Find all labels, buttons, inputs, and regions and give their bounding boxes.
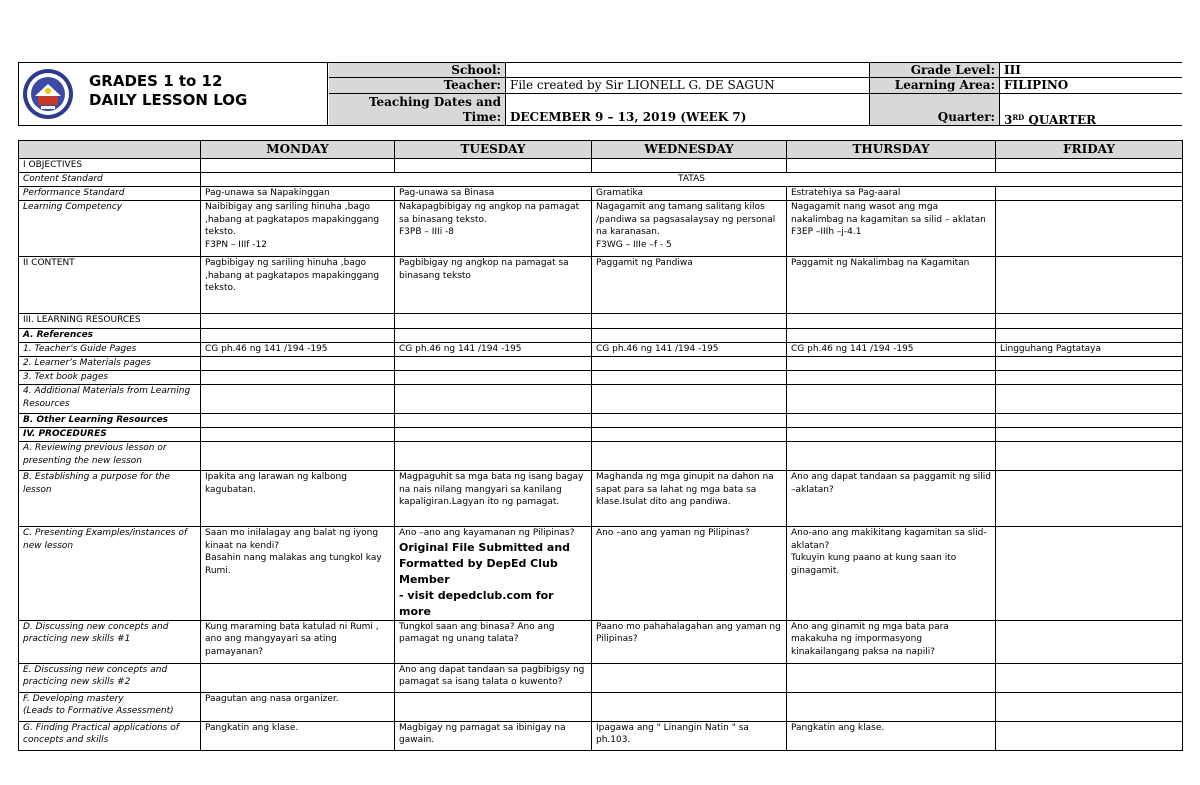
table-cell: [996, 357, 1183, 371]
table-cell: [996, 471, 1183, 527]
references-heading: A. References: [19, 329, 201, 343]
presenting-tuesday-text: Ano –ano ang kayamanan ng Pilipinas?: [399, 528, 575, 538]
table-cell: [395, 428, 592, 442]
grades-title: [89, 72, 247, 110]
table-cell: [996, 663, 1183, 692]
table-cell: Pagbibigay ng angkop na pamagat sa binasang teksto: [395, 257, 592, 314]
table-cell: [592, 385, 787, 414]
logo-area: [19, 63, 328, 125]
table-cell: [592, 414, 787, 428]
table-cell: [787, 692, 996, 721]
table-cell: CG ph.46 ng 141 /194 -195: [787, 343, 996, 357]
table-row: [19, 428, 1183, 442]
table-cell: [201, 663, 395, 692]
table-cell: [996, 414, 1183, 428]
table-row: [19, 187, 1183, 201]
day-header-row: [19, 141, 1183, 159]
table-row: [19, 357, 1183, 371]
table-cell: [201, 428, 395, 442]
school-label: School:: [329, 63, 506, 78]
table-cell: [395, 329, 592, 343]
table-cell: [996, 428, 1183, 442]
table-cell: Pangkatin ang klase.: [201, 721, 395, 750]
table-cell: [592, 159, 787, 173]
table-cell: [996, 442, 1183, 471]
table-cell: Pangkatin ang klase.: [787, 721, 996, 750]
table-cell: Nakapagbibigay ng angkop na pamagat sa binasang teksto. F3PB – IIIi -8: [395, 201, 592, 257]
table-cell: CG ph.46 ng 141 /194 -195: [592, 343, 787, 357]
table-cell: Ipakita ang larawan ng kalbong kagubatan.: [201, 471, 395, 527]
content-standard-label: Content Standard: [19, 173, 201, 187]
table-cell: [201, 314, 395, 329]
content-standard-value: TATAS: [201, 173, 1183, 187]
table-cell: [592, 314, 787, 329]
textbook-pages-label: 3. Text book pages: [19, 371, 201, 385]
table-cell: Tungkol saan ang binasa? Ano ang pamagat ng unang talata?: [395, 620, 592, 663]
table-row: [19, 343, 1183, 357]
discussing-1-label: D. Discussing new concepts and practicing new skills #1: [19, 620, 201, 663]
table-cell: Paggamit ng Pandiwa: [592, 257, 787, 314]
lesson-log-table: [18, 140, 1183, 751]
table-cell: [996, 201, 1183, 257]
day-wednesday: WEDNESDAY: [592, 141, 787, 159]
learning-area-value: FILIPINO: [1000, 78, 1182, 94]
table-cell: [996, 692, 1183, 721]
teaching-dates-label-line2: Time:: [462, 110, 501, 124]
table-cell: Pag-unawa sa Napakinggan: [201, 187, 395, 201]
table-cell: Lingguhang Pagtataya: [996, 343, 1183, 357]
table-cell: Maghanda ng mga ginupit na dahon na sapat para sa lahat ng mga bata sa klase.Isulat dito ang pandiwa.: [592, 471, 787, 527]
header-box: [18, 62, 1182, 126]
table-cell: Gramatika: [592, 187, 787, 201]
objectives-heading: I OBJECTIVES: [19, 159, 201, 173]
quarter-word: QUARTER: [1024, 113, 1097, 125]
discussing-2-label: E. Discussing new concepts and practicing new skills #2: [19, 663, 201, 692]
table-cell: [201, 385, 395, 414]
day-thursday: THURSDAY: [787, 141, 996, 159]
header-grid: [329, 63, 1182, 125]
depedclub-watermark-text: Original File Submitted and Formatted by DepEd Club Member - visit depedclub.com for more: [399, 540, 571, 618]
table-cell: Nagagamit ang tamang salitang kilos /pandiwa sa pagsasalaysay ng personal na karanasan. F3WG – IIIe –f - 5: [592, 201, 787, 257]
procedures-heading: IV. PROCEDURES: [19, 428, 201, 442]
table-row: [19, 663, 1183, 692]
teaching-dates-value: DECEMBER 9 – 13, 2019 (WEEK 7): [506, 94, 870, 125]
table-row: [19, 159, 1183, 173]
table-cell: [395, 692, 592, 721]
table-row: [19, 414, 1183, 428]
table-cell: [996, 371, 1183, 385]
teaching-dates-label: [329, 94, 506, 125]
table-row: [19, 173, 1183, 187]
table-row: [19, 721, 1183, 750]
day-friday: FRIDAY: [996, 141, 1183, 159]
daily-lesson-log-text: DAILY LESSON LOG: [89, 91, 248, 109]
teacher-label: Teacher:: [329, 78, 506, 94]
table-cell: [787, 428, 996, 442]
table-cell: Naibibigay ang sariling hinuha ,bago ,habang at pagkatapos mapakinggang teksto. F3PN – IIIf -12: [201, 201, 395, 257]
additional-materials-label: 4. Additional Materials from Learning Resources: [19, 385, 201, 414]
table-cell: [395, 357, 592, 371]
table-cell: [787, 357, 996, 371]
quarter-value: [1000, 94, 1182, 125]
performance-standard-label: Performance Standard: [19, 187, 201, 201]
table-cell: [996, 385, 1183, 414]
grade-level-label: Grade Level:: [870, 63, 1000, 78]
learning-competency-label: Learning Competency: [19, 201, 201, 257]
table-row: [19, 201, 1183, 257]
learning-resources-heading: III. LEARNING RESOURCES: [19, 314, 201, 329]
table-cell: [996, 721, 1183, 750]
table-cell: [787, 371, 996, 385]
table-row: [19, 385, 1183, 414]
table-cell: [201, 329, 395, 343]
learning-area-label: Learning Area:: [870, 78, 1000, 94]
table-cell: [787, 663, 996, 692]
table-cell: [592, 692, 787, 721]
table-row: [19, 620, 1183, 663]
quarter-suffix: RD: [1012, 113, 1025, 122]
table-cell: [996, 159, 1183, 173]
table-cell: [201, 442, 395, 471]
presenting-examples-label: C. Presenting Examples/instances of new lesson: [19, 527, 201, 621]
table-cell: Paano mo pahahalagahan ang yaman ng Pilipinas?: [592, 620, 787, 663]
teacher-value: File created by Sir LIONELL G. DE SAGUN: [506, 78, 870, 94]
table-cell: [395, 527, 592, 621]
table-cell: [592, 329, 787, 343]
table-row: [19, 442, 1183, 471]
table-row: [19, 527, 1183, 621]
table-row: [19, 471, 1183, 527]
table-cell: Kung maraming bata katulad ni Rumi , ano ang mangyayari sa ating pamayanan?: [201, 620, 395, 663]
content-label: II CONTENT: [19, 257, 201, 314]
grades-text: GRADES 1 to 12: [89, 72, 223, 90]
table-cell: [996, 620, 1183, 663]
table-cell: Pagbibigay ng sariling hinuha ,bago ,habang at pagkatapos mapakinggang teksto.: [201, 257, 395, 314]
table-cell: [201, 159, 395, 173]
table-cell: [201, 357, 395, 371]
table-cell: [201, 414, 395, 428]
table-cell: [996, 257, 1183, 314]
table-cell: Paggamit ng Nakalimbag na Kagamitan: [787, 257, 996, 314]
table-cell: [787, 414, 996, 428]
table-cell: [395, 314, 592, 329]
table-cell: [996, 527, 1183, 621]
table-cell: Magbigay ng pamagat sa ibinigay na gawain.: [395, 721, 592, 750]
table-cell: Nagagamit nang wasot ang mga nakalimbag na kagamitan sa silid – aklatan F3EP –IIIh –j-4.1: [787, 201, 996, 257]
table-cell: Paagutan ang nasa organizer.: [201, 692, 395, 721]
table-cell: [395, 159, 592, 173]
table-cell: [787, 314, 996, 329]
table-row: [19, 371, 1183, 385]
table-cell: Ano ang ginamit ng mga bata para makakuha ng impormasyong kinakailangang paksa na napili?: [787, 620, 996, 663]
corner-cell: [19, 141, 201, 159]
table-cell: [592, 428, 787, 442]
table-cell: [787, 442, 996, 471]
table-row: [19, 329, 1183, 343]
table-cell: Magpaguhit sa mga bata ng isang bagay na nais nilang mangyari sa kanilang kapaligiran.Lagyan ito ng pamagat.: [395, 471, 592, 527]
table-cell: [787, 329, 996, 343]
teaching-dates-label-line1: Teaching Dates and: [368, 95, 501, 109]
table-row: [19, 692, 1183, 721]
table-cell: Ipagawa ang " Linangin Natin " sa ph.103.: [592, 721, 787, 750]
teachers-guide-label: 1. Teacher’s Guide Pages: [19, 343, 201, 357]
table-cell: [395, 414, 592, 428]
table-cell: [996, 329, 1183, 343]
establishing-purpose-label: B. Establishing a purpose for the lesson: [19, 471, 201, 527]
table-cell: [592, 663, 787, 692]
grade-level-value: III: [1000, 63, 1182, 78]
table-cell: [592, 442, 787, 471]
other-resources-label: B. Other Learning Resources: [19, 414, 201, 428]
table-cell: [996, 187, 1183, 201]
quarter-number: 3: [1004, 113, 1013, 125]
table-cell: Saan mo inilalagay ang balat ng iyong kinaat na kendi? Basahin nang malakas ang tungkol kay Rumi.: [201, 527, 395, 621]
table-cell: [592, 371, 787, 385]
table-cell: [201, 371, 395, 385]
table-cell: Ano –ano ang yaman ng Pilipinas?: [592, 527, 787, 621]
table-cell: Ano ang dapat tandaan sa paggamit ng silid –aklatan?: [787, 471, 996, 527]
table-cell: [787, 385, 996, 414]
learners-materials-label: 2. Learner’s Materials pages: [19, 357, 201, 371]
table-cell: [996, 314, 1183, 329]
table-cell: Estratehiya sa Pag-aaral: [787, 187, 996, 201]
deped-seal-icon: [22, 68, 74, 120]
table-cell: [395, 371, 592, 385]
table-row: [19, 257, 1183, 314]
table-cell: CG ph.46 ng 141 /194 -195: [201, 343, 395, 357]
table-cell: [592, 357, 787, 371]
table-cell: Pag-unawa sa Binasa: [395, 187, 592, 201]
developing-mastery-label: F. Developing mastery (Leads to Formative Assessment): [19, 692, 201, 721]
day-tuesday: TUESDAY: [395, 141, 592, 159]
practical-applications-label: G. Finding Practical applications of concepts and skills: [19, 721, 201, 750]
table-row: [19, 314, 1183, 329]
table-cell: Ano ang dapat tandaan sa pagbibigsy ng pamagat sa isang talata o kuwento?: [395, 663, 592, 692]
table-cell: [395, 442, 592, 471]
reviewing-label: A. Reviewing previous lesson or presenting the new lesson: [19, 442, 201, 471]
day-monday: MONDAY: [201, 141, 395, 159]
quarter-label: Quarter:: [870, 94, 1000, 125]
table-cell: CG ph.46 ng 141 /194 -195: [395, 343, 592, 357]
table-cell: [395, 385, 592, 414]
school-value: [506, 63, 870, 78]
table-cell: [787, 159, 996, 173]
table-cell: Ano-ano ang makikitang kagamitan sa slid-aklatan? Tukuyin kung paano at kung saan ito ginagamit.: [787, 527, 996, 621]
